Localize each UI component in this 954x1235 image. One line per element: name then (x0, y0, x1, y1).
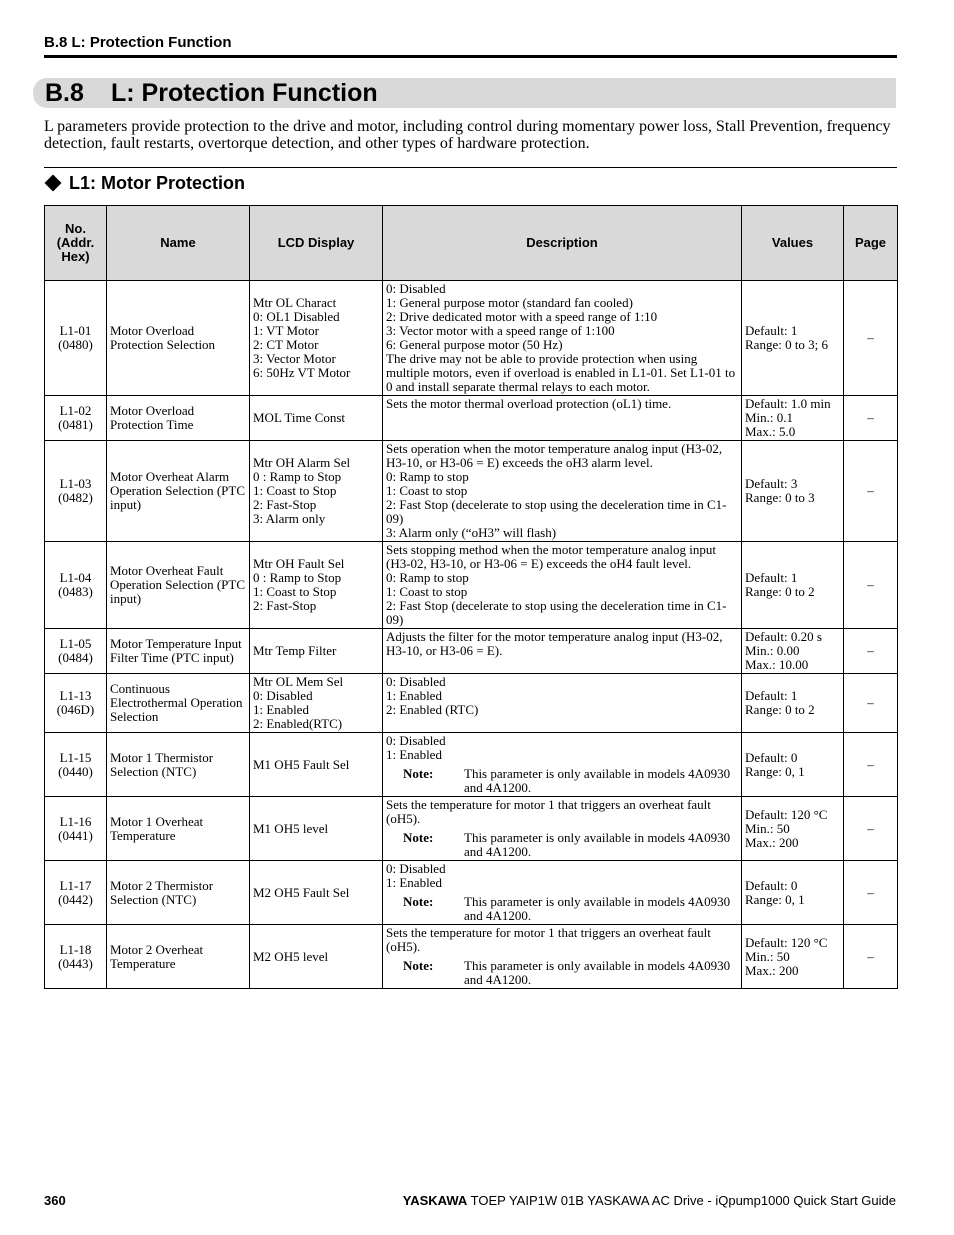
note-text: This parameter is only available in models 4A0930 and 4A1200. (464, 894, 731, 923)
cell-lcd-display (250, 396, 383, 441)
cell-parameter-no (45, 441, 107, 542)
lcd-line: Mtr Temp Filter (253, 643, 337, 658)
lcd-line: Mtr OH Fault Sel (253, 556, 345, 571)
intro-paragraph: L parameters provide protection to the drive and motor, including control during momentary power loss, Stall Prevention, frequency detection, fault restarts, overtorque detection, and other types of hardware protection. (44, 118, 891, 152)
lcd-line: Mtr OL Charact (253, 295, 337, 310)
cell-values (742, 925, 844, 989)
parameter-address: (0484) (58, 650, 93, 665)
cell-parameter-no (45, 281, 107, 396)
description-line: 0: Ramp to stop (386, 469, 469, 484)
cell-page: – (844, 733, 898, 797)
value-line: Default: 0.20 s (745, 629, 822, 644)
table-row (45, 281, 898, 396)
cell-page: – (844, 797, 898, 861)
description-line: 1: Coast to stop (386, 584, 468, 599)
cell-parameter-no (45, 925, 107, 989)
table-row (45, 674, 898, 733)
parameter-address: (0442) (58, 891, 93, 907)
parameter-number: L1-16 (59, 813, 92, 829)
parameter-number: L1-04 (59, 570, 92, 585)
note-label: Note: (403, 830, 434, 845)
value-line: Min.: 50 (745, 948, 790, 964)
value-line: Default: 0 (745, 749, 798, 765)
cell-description (383, 674, 742, 733)
description-line: 0: Disabled (386, 281, 446, 296)
section-title: L: Protection Function (111, 79, 378, 107)
table-row (45, 733, 898, 797)
lcd-line: 1: Coast to Stop (253, 483, 337, 498)
cell-page: – (844, 674, 898, 733)
lcd-line: 2: Enabled(RTC) (253, 716, 343, 731)
cell-parameter-no (45, 674, 107, 733)
section-number: B.8 (45, 79, 84, 107)
cell-lcd-display (250, 629, 383, 674)
note-block (386, 895, 738, 923)
header-lcd-display: LCD Display (250, 206, 383, 281)
footer-doc-info (403, 1193, 896, 1208)
table-row (45, 925, 898, 989)
description-line: The drive may not be able to provide protection when using multiple motors, even if overload is enabled in L1-01. Set L1-01 to 0 and install separate thermal relays to each motor. (386, 351, 736, 394)
cell-name: Motor 2 Overheat Temperature (107, 925, 250, 989)
description-line: 0: Disabled (386, 861, 446, 876)
cell-values (742, 861, 844, 925)
cell-lcd-display (250, 441, 383, 542)
lcd-line: 1: Enabled (253, 702, 309, 717)
value-line: Default: 1 (745, 688, 798, 703)
description-line: 1: Enabled (386, 688, 442, 703)
table-row (45, 629, 898, 674)
parameter-address: (0440) (58, 763, 93, 779)
cell-lcd-display (250, 281, 383, 396)
cell-name: Motor Overheat Fault Operation Selection (PTC input) (107, 542, 250, 629)
lcd-line: 6: 50Hz VT Motor (253, 365, 351, 380)
cell-values (742, 281, 844, 396)
cell-page: – (844, 441, 898, 542)
note-block (386, 767, 738, 795)
parameter-number: L1-03 (59, 476, 92, 491)
section-heading-bar (33, 78, 896, 108)
page-number: 360 (44, 1193, 66, 1208)
cell-description (383, 925, 742, 989)
cell-name: Motor 1 Thermistor Selection (NTC) (107, 733, 250, 797)
description-line: Sets the temperature for motor 1 that triggers an overheat fault (oH5). (386, 925, 711, 954)
lcd-line: M2 OH5 level (253, 948, 329, 964)
cell-page: – (844, 396, 898, 441)
value-line: Default: 1.0 min (745, 396, 831, 411)
lcd-line: 3: Alarm only (253, 511, 326, 526)
cell-values (742, 733, 844, 797)
divider (44, 167, 897, 168)
parameter-address: (0480) (58, 337, 93, 352)
value-line: Default: 3 (745, 476, 798, 491)
value-line: Min.: 0.00 (745, 643, 800, 658)
lcd-line: 0: Disabled (253, 688, 313, 703)
description-line: Sets the motor thermal overload protection (oL1) time. (386, 396, 672, 411)
table-body (45, 281, 898, 989)
cell-page: – (844, 542, 898, 629)
value-line: Default: 1 (745, 570, 798, 585)
value-line: Range: 0 to 3 (745, 490, 815, 505)
parameter-number: L1-15 (59, 749, 92, 765)
description-line: 2: Enabled (RTC) (386, 702, 479, 717)
lcd-line: M1 OH5 Fault Sel (253, 756, 350, 772)
note-label: Note: (403, 894, 434, 909)
cell-values (742, 396, 844, 441)
value-line: Default: 120 °C (745, 806, 828, 822)
description-line: 6: General purpose motor (50 Hz) (386, 337, 563, 352)
parameter-number: L1-18 (59, 941, 92, 957)
parameter-address: (0483) (58, 584, 93, 599)
cell-name: Motor Temperature Input Filter Time (PTC input) (107, 629, 250, 674)
cell-name: Continuous Electrothermal Operation Selection (107, 674, 250, 733)
cell-values (742, 629, 844, 674)
lcd-line: MOL Time Const (253, 410, 345, 425)
cell-parameter-no (45, 733, 107, 797)
cell-values (742, 542, 844, 629)
parameter-number: L1-02 (59, 403, 92, 418)
description-line: 2: Fast Stop (decelerate to stop using the deceleration time in C1-09) (386, 598, 727, 627)
cell-name: Motor 1 Overheat Temperature (107, 797, 250, 861)
running-header-title: B.8 L: Protection Function (44, 34, 232, 51)
parameter-address: (046D) (56, 702, 95, 717)
lcd-line: M1 OH5 level (253, 820, 329, 836)
table-header-row (45, 206, 898, 281)
cell-lcd-display (250, 797, 383, 861)
cell-parameter-no (45, 396, 107, 441)
lcd-line: 0: OL1 Disabled (253, 309, 340, 324)
value-line: Default: 120 °C (745, 934, 828, 950)
description-line: 1: Enabled (386, 747, 442, 762)
cell-description (383, 542, 742, 629)
cell-page: – (844, 629, 898, 674)
description-line: 0: Disabled (386, 733, 446, 748)
header-values: Values (742, 206, 844, 281)
value-line: Max.: 200 (745, 834, 799, 850)
description-line: 1: Coast to stop (386, 483, 468, 498)
header-no-line: Hex) (61, 249, 90, 264)
cell-parameter-no (45, 629, 107, 674)
description-line: 1: Enabled (386, 875, 442, 890)
subsection-heading (44, 172, 245, 194)
value-line: Range: 0, 1 (745, 763, 805, 779)
value-line: Range: 0 to 3; 6 (745, 337, 829, 352)
cell-description (383, 733, 742, 797)
lcd-line: Mtr OL Mem Sel (253, 674, 344, 689)
cell-lcd-display (250, 542, 383, 629)
cell-values (742, 674, 844, 733)
description-line: 2: Fast Stop (decelerate to stop using the deceleration time in C1-09) (386, 497, 727, 526)
note-label: Note: (403, 766, 434, 781)
description-line: 0: Ramp to stop (386, 570, 469, 585)
note-text: This parameter is only available in models 4A0930 and 4A1200. (464, 766, 731, 795)
value-line: Max.: 5.0 (745, 424, 796, 439)
cell-values (742, 797, 844, 861)
cell-parameter-no (45, 797, 107, 861)
value-line: Min.: 0.1 (745, 410, 794, 425)
cell-values (742, 441, 844, 542)
parameter-number: L1-01 (59, 323, 92, 338)
note-block (386, 831, 738, 859)
cell-page: – (844, 861, 898, 925)
cell-description (383, 396, 742, 441)
value-line: Default: 0 (745, 877, 798, 893)
parameter-address: (0443) (58, 955, 93, 971)
parameter-number: L1-13 (59, 688, 92, 703)
header-name: Name (107, 206, 250, 281)
cell-lcd-display (250, 925, 383, 989)
section-heading (45, 78, 378, 108)
header-no-line: (Addr. (56, 235, 95, 250)
lcd-line: 2: CT Motor (253, 337, 319, 352)
cell-lcd-display (250, 861, 383, 925)
value-line: Max.: 10.00 (745, 657, 809, 672)
lcd-line: 3: Vector Motor (253, 351, 336, 366)
table-row (45, 396, 898, 441)
header-page: Page (844, 206, 898, 281)
lcd-line: M2 OH5 Fault Sel (253, 884, 350, 900)
cell-name: Motor 2 Thermistor Selection (NTC) (107, 861, 250, 925)
note-block (386, 959, 738, 987)
note-text: This parameter is only available in models 4A0930 and 4A1200. (464, 830, 731, 859)
lcd-line: 2: Fast-Stop (253, 598, 317, 613)
cell-name: Motor Overload Protection Selection (107, 281, 250, 396)
table-row (45, 542, 898, 629)
value-line: Range: 0 to 2 (745, 584, 815, 599)
value-line: Default: 1 (745, 323, 798, 338)
description-line: 1: General purpose motor (standard fan cooled) (386, 295, 633, 310)
cell-page: – (844, 281, 898, 396)
parameter-address: (0441) (58, 827, 93, 843)
cell-parameter-no (45, 861, 107, 925)
value-line: Range: 0 to 2 (745, 702, 815, 717)
footer-brand: YASKAWA (402, 1193, 468, 1208)
table-row (45, 797, 898, 861)
lcd-line: 0 : Ramp to Stop (253, 469, 342, 484)
cell-lcd-display (250, 674, 383, 733)
table-row (45, 861, 898, 925)
cell-description (383, 629, 742, 674)
diamond-bullet-icon (45, 175, 62, 192)
description-line: 3: Alarm only (“oH3” will flash) (386, 525, 557, 540)
value-line: Max.: 200 (745, 962, 799, 978)
header-no-line: No. (65, 221, 86, 236)
description-line: 0: Disabled (386, 674, 446, 689)
cell-description (383, 281, 742, 396)
parameter-address: (0482) (58, 490, 93, 505)
cell-description (383, 441, 742, 542)
cell-name: Motor Overheat Alarm Operation Selection (PTC input) (107, 441, 250, 542)
lcd-line: Mtr OH Alarm Sel (253, 455, 351, 470)
note-label: Note: (403, 958, 434, 973)
value-line: Range: 0, 1 (745, 891, 805, 907)
description-line: Adjusts the filter for the motor temperature analog input (H3-02, H3-10, or H3-06 = E). (386, 629, 723, 658)
header-no (45, 206, 107, 281)
value-line: Min.: 50 (745, 820, 790, 836)
cell-description (383, 861, 742, 925)
footer-doc-ref: TOEP YAIP1W 01B YASKAWA AC Drive - iQpump1000 Quick Start Guide (470, 1193, 896, 1208)
description-line: 2: Drive dedicated motor with a speed range of 1:10 (386, 309, 658, 324)
lcd-line: 1: Coast to Stop (253, 584, 337, 599)
note-text: This parameter is only available in models 4A0930 and 4A1200. (464, 958, 731, 987)
cell-description (383, 797, 742, 861)
cell-lcd-display (250, 733, 383, 797)
description-line: Sets operation when the motor temperature analog input (H3-02, H3-10, or H3-06 = E) exceeds the oH3 alarm level. (386, 441, 723, 470)
cell-name: Motor Overload Protection Time (107, 396, 250, 441)
description-line: Sets the temperature for motor 1 that triggers an overheat fault (oH5). (386, 797, 711, 826)
lcd-line: 1: VT Motor (253, 323, 319, 338)
header-rule (44, 55, 897, 58)
description-line: 3: Vector motor with a speed range of 1:100 (386, 323, 615, 338)
cell-parameter-no (45, 542, 107, 629)
parameter-address: (0481) (58, 417, 93, 432)
parameter-number: L1-05 (59, 636, 92, 651)
lcd-line: 2: Fast-Stop (253, 497, 317, 512)
table-row (45, 441, 898, 542)
parameter-number: L1-17 (59, 877, 92, 893)
parameter-table (44, 205, 898, 989)
cell-page: – (844, 925, 898, 989)
description-line: Sets stopping method when the motor temperature analog input (H3-02, H3-10, or H3-06 = E) exceeds the oH4 fault level. (386, 542, 716, 571)
lcd-line: 0 : Ramp to Stop (253, 570, 342, 585)
header-description: Description (383, 206, 742, 281)
subsection-title: L1: Motor Protection (69, 173, 245, 193)
